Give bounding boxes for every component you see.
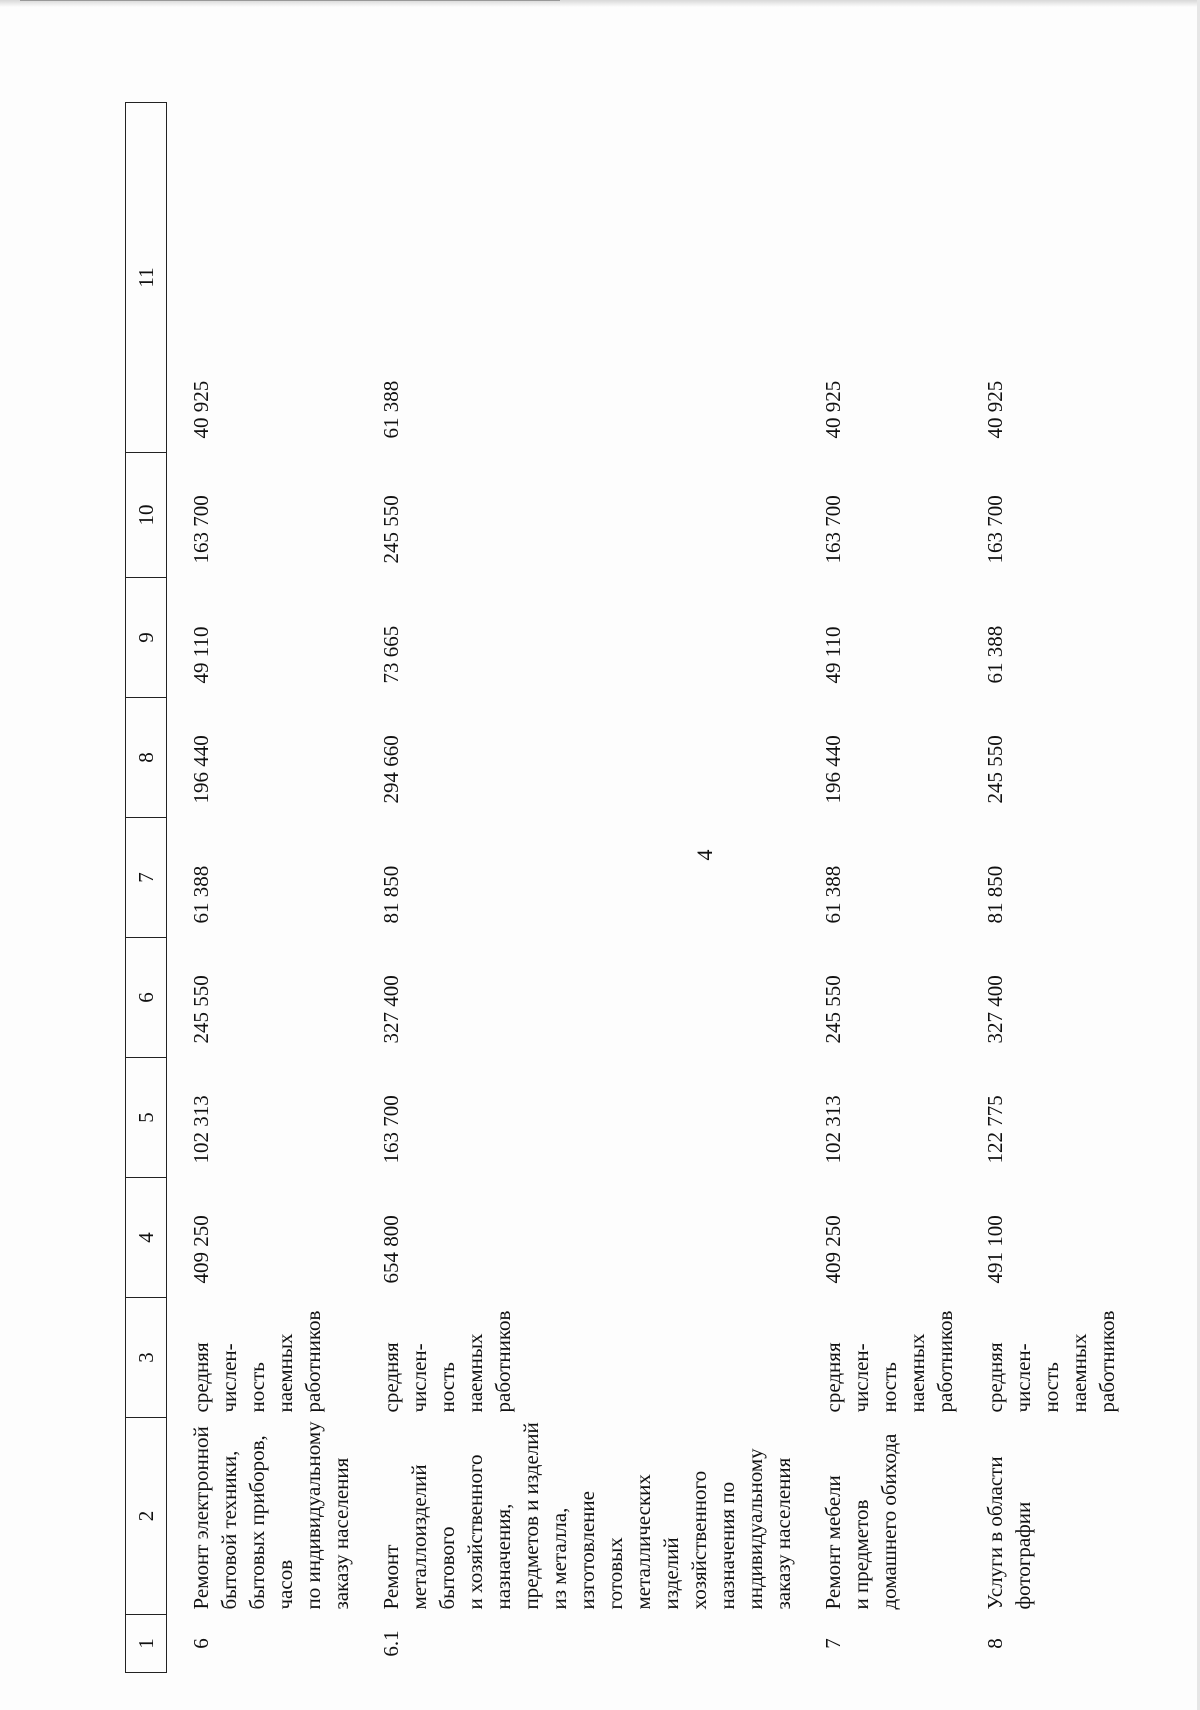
header-cell: 6: [126, 938, 167, 1058]
value-cell: 61 388: [821, 865, 845, 924]
header-cell: 2: [126, 1418, 167, 1615]
service-name: Услуги в области фотографии: [983, 1456, 1035, 1610]
scan-edge: [0, 0, 1200, 7]
row-number: 7: [821, 1638, 845, 1649]
value-cell: 294 660: [379, 735, 403, 804]
table-row: [959, 103, 1121, 1673]
value-cell: 49 110: [821, 626, 845, 684]
page-number: 4: [692, 849, 717, 861]
header-cell: 5: [126, 1058, 167, 1178]
indicator-name: средняя числен- ность наемных работников: [983, 1310, 1119, 1413]
value-cell: 40 925: [983, 380, 1007, 439]
value-cell: 409 250: [821, 1215, 845, 1284]
value-cell: 163 700: [379, 1095, 403, 1164]
value-cell: 102 313: [189, 1095, 213, 1164]
data-table: [125, 102, 1121, 1673]
value-cell: 81 850: [983, 865, 1007, 924]
value-cell: 122 775: [983, 1095, 1007, 1164]
value-cell: 102 313: [821, 1095, 845, 1164]
value-cell: 327 400: [983, 975, 1007, 1044]
value-cell: 73 665: [379, 625, 403, 684]
row-number: 6: [189, 1638, 213, 1649]
value-cell: 327 400: [379, 975, 403, 1044]
table-row: [355, 103, 797, 1673]
header-cell: 11: [126, 103, 167, 453]
rotated-table-wrapper: [125, 103, 1161, 1673]
table-row: [797, 103, 959, 1673]
header-cell: 8: [126, 698, 167, 818]
header-row: [126, 103, 167, 1673]
value-cell: 245 550: [983, 735, 1007, 804]
indicator-name: средняя числен- ность наемных работников: [821, 1310, 957, 1413]
value-cell: 81 850: [379, 865, 403, 924]
value-cell: 245 550: [821, 975, 845, 1044]
value-cell: 491 100: [983, 1215, 1007, 1284]
header-cell: 10: [126, 453, 167, 578]
value-cell: 196 440: [189, 735, 213, 804]
service-name: Ремонт металлоизделий бытового и хозяйственного назначения, предметов и изделий из металла, изготовление готовых металлических изделий хозяйственного назначения по индивидуальному заказу населения: [379, 1422, 795, 1610]
value-cell: 61 388: [379, 380, 403, 439]
header-cell: 3: [126, 1298, 167, 1418]
value-cell: 196 440: [821, 735, 845, 804]
header-cell: 7: [126, 818, 167, 938]
table-row: [167, 103, 356, 1673]
value-cell: 245 550: [379, 495, 403, 564]
indicator-name: средняя числен- ность наемных работников: [189, 1310, 325, 1413]
row-number: 8: [983, 1638, 1007, 1649]
service-name: Ремонт электронной бытовой техники, бытовых приборов, часов по индивидуальному заказу населения: [189, 1421, 353, 1610]
value-cell: 40 925: [189, 380, 213, 439]
value-cell: 163 700: [983, 495, 1007, 564]
value-cell: 163 700: [189, 495, 213, 564]
header-cell: 4: [126, 1178, 167, 1298]
scan-artifact-line: [20, 0, 560, 1]
header-cell: 1: [126, 1615, 167, 1673]
value-cell: 61 388: [189, 865, 213, 924]
value-cell: 61 388: [983, 625, 1007, 684]
value-cell: 409 250: [189, 1215, 213, 1284]
value-cell: 654 800: [379, 1215, 403, 1284]
header-cell: 9: [126, 578, 167, 698]
indicator-name: средняя числен- ность наемных работников: [379, 1310, 515, 1413]
value-cell: 163 700: [821, 495, 845, 564]
row-number: 6.1: [379, 1630, 403, 1657]
value-cell: 49 110: [189, 626, 213, 684]
service-name: Ремонт мебели и предметов домашнего обихода: [821, 1433, 901, 1610]
value-cell: 40 925: [821, 380, 845, 439]
value-cell: 245 550: [189, 975, 213, 1044]
